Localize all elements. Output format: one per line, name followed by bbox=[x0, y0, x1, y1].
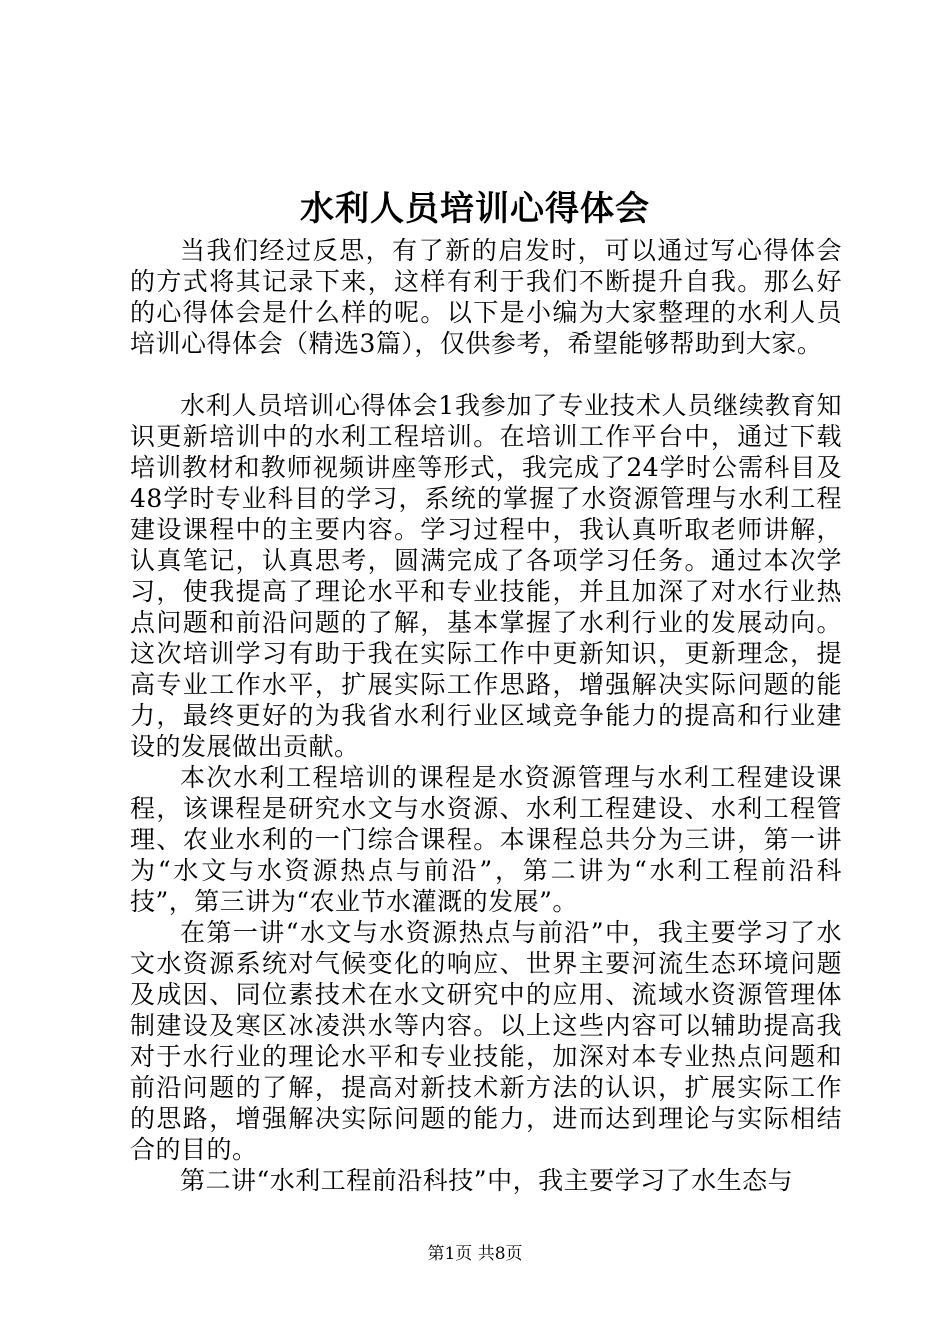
document-body bbox=[130, 235, 842, 1196]
body-paragraph: 水利人员培训心得体会1我参加了专业技术人员继续教育知识更新培训中的水利工程培训。在培训工作平台中，通过下载培训教材和教师视频讲座等形式，我完成了24学时公需科目及48学时专业科目的学习，系统的掌握了水资源管理与水利工程建设课程中的主要内容。学习过程中，我认真听取老师讲解，认真笔记，认真思考，圆满完成了各项学习任务。通过本次学习，使我提高了理论水平和专业技能，并且加深了对水行业热点问题和前沿问题的了解，基本掌握了水利行业的发展动向。这次培训学习有助于我在实际工作中更新知识，更新理念，提高专业工作水平，扩展实际工作思路，增强解决实际问题的能力，最终更好的为我省水利行业区域竞争能力的提高和行业建设的发展做出贡献。 bbox=[130, 391, 842, 761]
body-paragraph: 本次水利工程培训的课程是水资源管理与水利工程建设课程，该课程是研究水文与水资源、水利工程建设、水利工程管理、农业水利的一门综合课程。本课程总共分为三讲，第一讲为“水文与水资源热点与前沿”，第二讲为“水利工程前沿科技”，第三讲为“农业节水灌溉的发展”。 bbox=[130, 763, 842, 916]
document-title: 水利人员培训心得体会 bbox=[300, 189, 650, 229]
intro-paragraph: 当我们经过反思，有了新的启发时，可以通过写心得体会的方式将其记录下来，这样有利于我们不断提升自我。那么好的心得体会是什么样的呢。以下是小编为大家整理的水利人员培训心得体会（精选3篇），仅供参考，希望能够帮助到大家。 bbox=[130, 236, 842, 358]
page-number-footer: 第1页 共8页 bbox=[427, 1244, 523, 1264]
body-paragraph: 第二讲“水利工程前沿科技”中，我主要学习了水生态与 bbox=[180, 1166, 794, 1195]
body-paragraph: 在第一讲“水文与水资源热点与前沿”中，我主要学习了水文水资源系统对气候变化的响应、世界主要河流生态环境问题及成因、同位素技术在水文研究中的应用、流域水资源管理体制建设及寒区冰凌洪水等内容。以上这些内容可以辅助提高我对于水行业的理论水平和专业技能，加深对本专业热点问题和前沿问题的了解，提高对新技术新方法的认识，扩展实际工作的思路，增强解决实际问题的能力，进而达到理论与实际相结合的目的。 bbox=[130, 918, 842, 1164]
